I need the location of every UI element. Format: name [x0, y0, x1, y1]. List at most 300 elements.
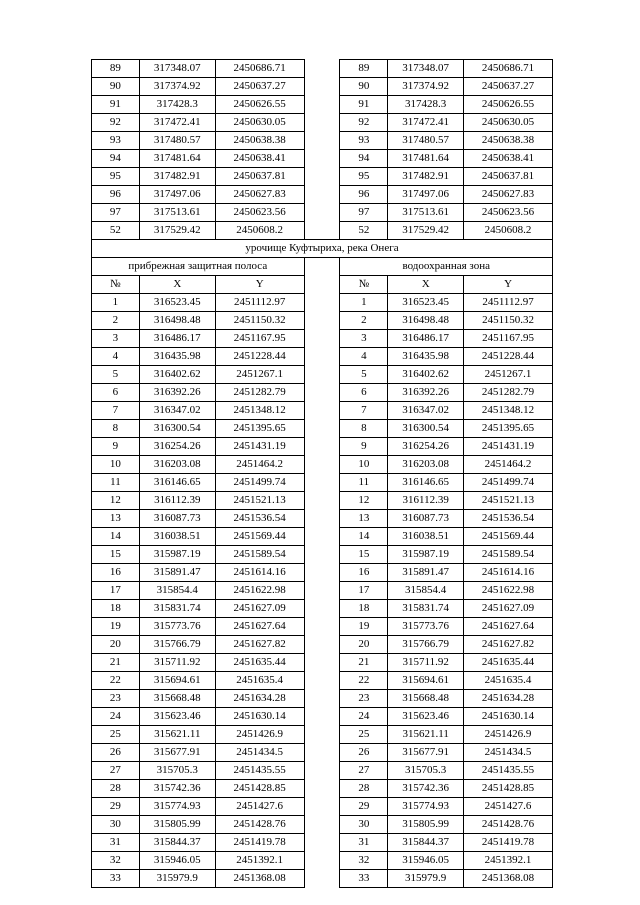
table-row	[92, 780, 553, 798]
left-cell-number: 18	[92, 600, 140, 618]
right-cell-y: 2451267.1	[464, 366, 553, 384]
left-cell-number: 31	[92, 834, 140, 852]
left-cell-x: 317482.91	[139, 168, 215, 186]
left-cell-number: 16	[92, 564, 140, 582]
left-cell-y: 2451368.08	[215, 870, 304, 888]
right-cell-y: 2451635.4	[464, 672, 553, 690]
left-cell-number: 33	[92, 870, 140, 888]
right-cell-number: 17	[340, 582, 388, 600]
right-cell-x: 316112.39	[388, 492, 464, 510]
right-cell-y: 2451167.95	[464, 330, 553, 348]
right-cell-number: 16	[340, 564, 388, 582]
right-cell-number: 23	[340, 690, 388, 708]
column-gap	[304, 690, 340, 708]
bottom-rows	[92, 294, 553, 888]
right-cell-number: 15	[340, 546, 388, 564]
right-cell-x: 315623.46	[388, 708, 464, 726]
right-cell-x: 316498.48	[388, 312, 464, 330]
left-cell-y: 2451634.28	[215, 690, 304, 708]
right-cell-y: 2451622.98	[464, 582, 553, 600]
section-title: урочище Куфтыриха, река Онега	[92, 240, 553, 258]
right-cell-x: 317374.92	[388, 78, 464, 96]
right-cell-number: 18	[340, 600, 388, 618]
column-gap	[304, 636, 340, 654]
left-cell-x: 317481.64	[139, 150, 215, 168]
column-gap	[304, 744, 340, 762]
column-gap	[304, 420, 340, 438]
right-cell-number: 22	[340, 672, 388, 690]
right-cell-y: 2451634.28	[464, 690, 553, 708]
left-cell-y: 2450630.05	[215, 114, 304, 132]
right-cell-number: 6	[340, 384, 388, 402]
right-cell-number: 52	[340, 222, 388, 240]
table-row	[92, 744, 553, 762]
left-cell-y: 2451431.19	[215, 438, 304, 456]
left-cell-x: 315773.76	[139, 618, 215, 636]
left-cell-x: 316435.98	[139, 348, 215, 366]
left-cell-number: 28	[92, 780, 140, 798]
left-cell-number: 11	[92, 474, 140, 492]
right-cell-y: 2450638.41	[464, 150, 553, 168]
table-row	[92, 726, 553, 744]
right-cell-number: 9	[340, 438, 388, 456]
left-cell-y: 2451419.78	[215, 834, 304, 852]
left-cell-number: 14	[92, 528, 140, 546]
left-cell-number: 52	[92, 222, 140, 240]
left-cell-y: 2451464.2	[215, 456, 304, 474]
left-cell-y: 2451392.1	[215, 852, 304, 870]
right-cell-y: 2451536.54	[464, 510, 553, 528]
right-cell-y: 2450623.56	[464, 204, 553, 222]
table-row	[92, 762, 553, 780]
table-row	[92, 672, 553, 690]
column-gap	[304, 672, 340, 690]
right-cell-number: 4	[340, 348, 388, 366]
right-cell-number: 2	[340, 312, 388, 330]
right-cell-y: 2451630.14	[464, 708, 553, 726]
left-cell-x: 317428.3	[139, 96, 215, 114]
right-cell-y: 2451428.85	[464, 780, 553, 798]
table-row	[92, 582, 553, 600]
right-cell-x: 315705.3	[388, 762, 464, 780]
right-cell-x: 315621.11	[388, 726, 464, 744]
table-row	[92, 870, 553, 888]
right-cell-number: 7	[340, 402, 388, 420]
right-cell-number: 92	[340, 114, 388, 132]
table-row	[92, 294, 553, 312]
column-gap	[304, 654, 340, 672]
left-cell-y: 2451627.09	[215, 600, 304, 618]
right-header-number: №	[340, 276, 388, 294]
table-row	[92, 654, 553, 672]
right-cell-x: 316146.65	[388, 474, 464, 492]
table-row	[92, 330, 553, 348]
right-cell-x: 315742.36	[388, 780, 464, 798]
left-cell-x: 316347.02	[139, 402, 215, 420]
left-cell-x: 315979.9	[139, 870, 215, 888]
table-row	[92, 348, 553, 366]
column-gap	[304, 186, 340, 204]
table-row	[92, 204, 553, 222]
left-cell-x: 316146.65	[139, 474, 215, 492]
left-cell-x: 315891.47	[139, 564, 215, 582]
left-header-y: Y	[215, 276, 304, 294]
column-gap	[304, 582, 340, 600]
left-cell-y: 2451521.13	[215, 492, 304, 510]
table-row	[92, 474, 553, 492]
table-row	[92, 834, 553, 852]
right-cell-x: 315694.61	[388, 672, 464, 690]
right-cell-y: 2450637.27	[464, 78, 553, 96]
left-cell-x: 316300.54	[139, 420, 215, 438]
right-cell-number: 8	[340, 420, 388, 438]
right-cell-y: 2450630.05	[464, 114, 553, 132]
right-cell-number: 12	[340, 492, 388, 510]
right-cell-number: 26	[340, 744, 388, 762]
left-cell-x: 317513.61	[139, 204, 215, 222]
right-cell-number: 10	[340, 456, 388, 474]
column-gap	[304, 366, 340, 384]
table-row	[92, 816, 553, 834]
left-cell-number: 15	[92, 546, 140, 564]
left-cell-number: 9	[92, 438, 140, 456]
right-cell-y: 2450638.38	[464, 132, 553, 150]
left-cell-number: 27	[92, 762, 140, 780]
left-cell-x: 315711.92	[139, 654, 215, 672]
section-title-row	[92, 240, 553, 258]
left-cell-y: 2451267.1	[215, 366, 304, 384]
column-gap	[304, 564, 340, 582]
table-row	[92, 636, 553, 654]
left-cell-x: 316523.45	[139, 294, 215, 312]
column-gap	[304, 510, 340, 528]
right-cell-x: 316300.54	[388, 420, 464, 438]
column-gap	[304, 618, 340, 636]
table-row	[92, 420, 553, 438]
left-cell-y: 2451589.54	[215, 546, 304, 564]
left-cell-number: 1	[92, 294, 140, 312]
right-cell-y: 2451395.65	[464, 420, 553, 438]
left-cell-number: 95	[92, 168, 140, 186]
left-cell-x: 316112.39	[139, 492, 215, 510]
right-cell-x: 316486.17	[388, 330, 464, 348]
left-cell-y: 2450638.41	[215, 150, 304, 168]
table-row	[92, 618, 553, 636]
table-row	[92, 60, 553, 78]
right-cell-y: 2451614.16	[464, 564, 553, 582]
right-cell-y: 2451228.44	[464, 348, 553, 366]
column-gap	[304, 708, 340, 726]
left-cell-number: 94	[92, 150, 140, 168]
right-cell-x: 315844.37	[388, 834, 464, 852]
left-header-x: X	[139, 276, 215, 294]
right-header-y: Y	[464, 276, 553, 294]
left-cell-y: 2451435.55	[215, 762, 304, 780]
coordinates-table	[91, 59, 553, 888]
right-cell-number: 93	[340, 132, 388, 150]
left-cell-x: 316402.62	[139, 366, 215, 384]
left-cell-number: 12	[92, 492, 140, 510]
left-cell-x: 317497.06	[139, 186, 215, 204]
column-gap	[304, 456, 340, 474]
left-cell-y: 2451348.12	[215, 402, 304, 420]
right-cell-x: 316347.02	[388, 402, 464, 420]
left-cell-number: 20	[92, 636, 140, 654]
left-cell-y: 2451630.14	[215, 708, 304, 726]
right-cell-number: 13	[340, 510, 388, 528]
right-cell-number: 29	[340, 798, 388, 816]
right-cell-y: 2450686.71	[464, 60, 553, 78]
right-cell-x: 315774.93	[388, 798, 464, 816]
left-cell-number: 32	[92, 852, 140, 870]
right-cell-y: 2451112.97	[464, 294, 553, 312]
zone-title-row	[92, 258, 553, 276]
left-cell-y: 2451434.5	[215, 744, 304, 762]
left-cell-x: 317374.92	[139, 78, 215, 96]
left-cell-y: 2451635.44	[215, 654, 304, 672]
right-cell-number: 89	[340, 60, 388, 78]
left-cell-y: 2451426.9	[215, 726, 304, 744]
left-cell-number: 24	[92, 708, 140, 726]
column-gap	[304, 114, 340, 132]
right-cell-x: 315946.05	[388, 852, 464, 870]
left-cell-y: 2451614.16	[215, 564, 304, 582]
right-cell-y: 2451434.5	[464, 744, 553, 762]
left-cell-number: 10	[92, 456, 140, 474]
right-cell-x: 317529.42	[388, 222, 464, 240]
column-gap	[304, 258, 340, 276]
left-cell-number: 25	[92, 726, 140, 744]
table-row	[92, 384, 553, 402]
table-row	[92, 366, 553, 384]
right-cell-number: 11	[340, 474, 388, 492]
right-cell-x: 317428.3	[388, 96, 464, 114]
table-row	[92, 690, 553, 708]
left-cell-y: 2450686.71	[215, 60, 304, 78]
left-cell-x: 315766.79	[139, 636, 215, 654]
right-cell-x: 316203.08	[388, 456, 464, 474]
left-cell-y: 2450627.83	[215, 186, 304, 204]
right-cell-y: 2451419.78	[464, 834, 553, 852]
column-gap	[304, 438, 340, 456]
left-cell-y: 2451428.85	[215, 780, 304, 798]
column-gap	[304, 402, 340, 420]
right-cell-number: 24	[340, 708, 388, 726]
left-zone-title: прибрежная защитная полоса	[92, 258, 305, 276]
right-cell-number: 19	[340, 618, 388, 636]
left-cell-y: 2450637.81	[215, 168, 304, 186]
right-cell-x: 315766.79	[388, 636, 464, 654]
right-cell-number: 95	[340, 168, 388, 186]
left-cell-x: 315623.46	[139, 708, 215, 726]
right-cell-x: 316392.26	[388, 384, 464, 402]
right-cell-x: 316087.73	[388, 510, 464, 528]
right-cell-number: 14	[340, 528, 388, 546]
right-cell-y: 2451627.09	[464, 600, 553, 618]
right-cell-x: 317481.64	[388, 150, 464, 168]
left-cell-x: 315805.99	[139, 816, 215, 834]
left-cell-y: 2451635.4	[215, 672, 304, 690]
left-cell-x: 315694.61	[139, 672, 215, 690]
right-cell-number: 96	[340, 186, 388, 204]
left-cell-number: 4	[92, 348, 140, 366]
left-cell-number: 17	[92, 582, 140, 600]
right-cell-y: 2451431.19	[464, 438, 553, 456]
left-cell-x: 315621.11	[139, 726, 215, 744]
left-cell-y: 2451428.76	[215, 816, 304, 834]
right-cell-number: 3	[340, 330, 388, 348]
left-cell-y: 2451150.32	[215, 312, 304, 330]
left-cell-x: 316087.73	[139, 510, 215, 528]
column-gap	[304, 852, 340, 870]
right-cell-number: 28	[340, 780, 388, 798]
right-cell-x: 315668.48	[388, 690, 464, 708]
right-cell-x: 315677.91	[388, 744, 464, 762]
table-row	[92, 456, 553, 474]
right-cell-y: 2451348.12	[464, 402, 553, 420]
column-header-row	[92, 276, 553, 294]
left-cell-x: 315705.3	[139, 762, 215, 780]
left-cell-x: 316203.08	[139, 456, 215, 474]
left-cell-number: 13	[92, 510, 140, 528]
right-cell-x: 316402.62	[388, 366, 464, 384]
right-cell-y: 2450637.81	[464, 168, 553, 186]
left-cell-y: 2451499.74	[215, 474, 304, 492]
table-row	[92, 402, 553, 420]
column-gap	[304, 150, 340, 168]
right-cell-y: 2451428.76	[464, 816, 553, 834]
table-row	[92, 168, 553, 186]
right-cell-x: 315711.92	[388, 654, 464, 672]
left-cell-y: 2451622.98	[215, 582, 304, 600]
left-cell-y: 2451627.82	[215, 636, 304, 654]
right-cell-y: 2451427.6	[464, 798, 553, 816]
left-cell-number: 30	[92, 816, 140, 834]
right-cell-number: 25	[340, 726, 388, 744]
column-gap	[304, 816, 340, 834]
table-row	[92, 798, 553, 816]
left-cell-y: 2450608.2	[215, 222, 304, 240]
left-cell-number: 22	[92, 672, 140, 690]
column-gap	[304, 312, 340, 330]
right-cell-number: 30	[340, 816, 388, 834]
column-gap	[304, 546, 340, 564]
left-cell-number: 7	[92, 402, 140, 420]
left-cell-y: 2450637.27	[215, 78, 304, 96]
left-cell-x: 316392.26	[139, 384, 215, 402]
left-cell-y: 2451112.97	[215, 294, 304, 312]
left-cell-number: 90	[92, 78, 140, 96]
right-cell-x: 315979.9	[388, 870, 464, 888]
left-cell-y: 2451627.64	[215, 618, 304, 636]
table-row	[92, 492, 553, 510]
table-row	[92, 564, 553, 582]
right-cell-x: 317348.07	[388, 60, 464, 78]
left-cell-number: 6	[92, 384, 140, 402]
right-cell-x: 315773.76	[388, 618, 464, 636]
left-cell-number: 21	[92, 654, 140, 672]
right-cell-x: 315987.19	[388, 546, 464, 564]
table-row	[92, 852, 553, 870]
right-cell-number: 94	[340, 150, 388, 168]
left-cell-number: 23	[92, 690, 140, 708]
left-cell-x: 316254.26	[139, 438, 215, 456]
left-cell-number: 91	[92, 96, 140, 114]
left-cell-number: 3	[92, 330, 140, 348]
right-cell-x: 317482.91	[388, 168, 464, 186]
right-cell-y: 2450626.55	[464, 96, 553, 114]
column-gap	[304, 780, 340, 798]
left-cell-x: 315831.74	[139, 600, 215, 618]
column-gap	[304, 474, 340, 492]
left-cell-y: 2451427.6	[215, 798, 304, 816]
column-gap	[304, 726, 340, 744]
left-cell-y: 2450623.56	[215, 204, 304, 222]
left-cell-x: 315946.05	[139, 852, 215, 870]
column-gap	[304, 60, 340, 78]
right-cell-number: 31	[340, 834, 388, 852]
column-gap	[304, 204, 340, 222]
table-row	[92, 546, 553, 564]
right-cell-y: 2451282.79	[464, 384, 553, 402]
right-cell-number: 90	[340, 78, 388, 96]
left-cell-x: 317348.07	[139, 60, 215, 78]
column-gap	[304, 222, 340, 240]
table-row	[92, 600, 553, 618]
left-cell-number: 96	[92, 186, 140, 204]
right-cell-number: 32	[340, 852, 388, 870]
column-gap	[304, 330, 340, 348]
right-cell-y: 2450608.2	[464, 222, 553, 240]
left-cell-y: 2451569.44	[215, 528, 304, 546]
right-cell-y: 2451426.9	[464, 726, 553, 744]
left-cell-x: 317472.41	[139, 114, 215, 132]
column-gap	[304, 294, 340, 312]
left-cell-x: 315844.37	[139, 834, 215, 852]
right-cell-x: 316038.51	[388, 528, 464, 546]
table-row	[92, 114, 553, 132]
column-gap	[304, 762, 340, 780]
right-cell-y: 2451392.1	[464, 852, 553, 870]
left-cell-number: 97	[92, 204, 140, 222]
right-cell-y: 2451464.2	[464, 456, 553, 474]
right-cell-y: 2451521.13	[464, 492, 553, 510]
right-cell-x: 315891.47	[388, 564, 464, 582]
right-cell-y: 2451569.44	[464, 528, 553, 546]
left-cell-y: 2451167.95	[215, 330, 304, 348]
column-gap	[304, 78, 340, 96]
left-cell-x: 317529.42	[139, 222, 215, 240]
right-cell-y: 2451435.55	[464, 762, 553, 780]
right-cell-x: 315805.99	[388, 816, 464, 834]
column-gap	[304, 798, 340, 816]
table-row	[92, 222, 553, 240]
left-cell-number: 92	[92, 114, 140, 132]
table-row	[92, 96, 553, 114]
right-zone-title: водоохранная зона	[340, 258, 553, 276]
left-cell-x: 315854.4	[139, 582, 215, 600]
column-gap	[304, 132, 340, 150]
table-row	[92, 708, 553, 726]
left-cell-y: 2451282.79	[215, 384, 304, 402]
right-cell-number: 97	[340, 204, 388, 222]
table-row	[92, 78, 553, 96]
column-gap	[304, 834, 340, 852]
right-cell-y: 2451635.44	[464, 654, 553, 672]
right-cell-y: 2451368.08	[464, 870, 553, 888]
left-cell-x: 316498.48	[139, 312, 215, 330]
table-row	[92, 438, 553, 456]
